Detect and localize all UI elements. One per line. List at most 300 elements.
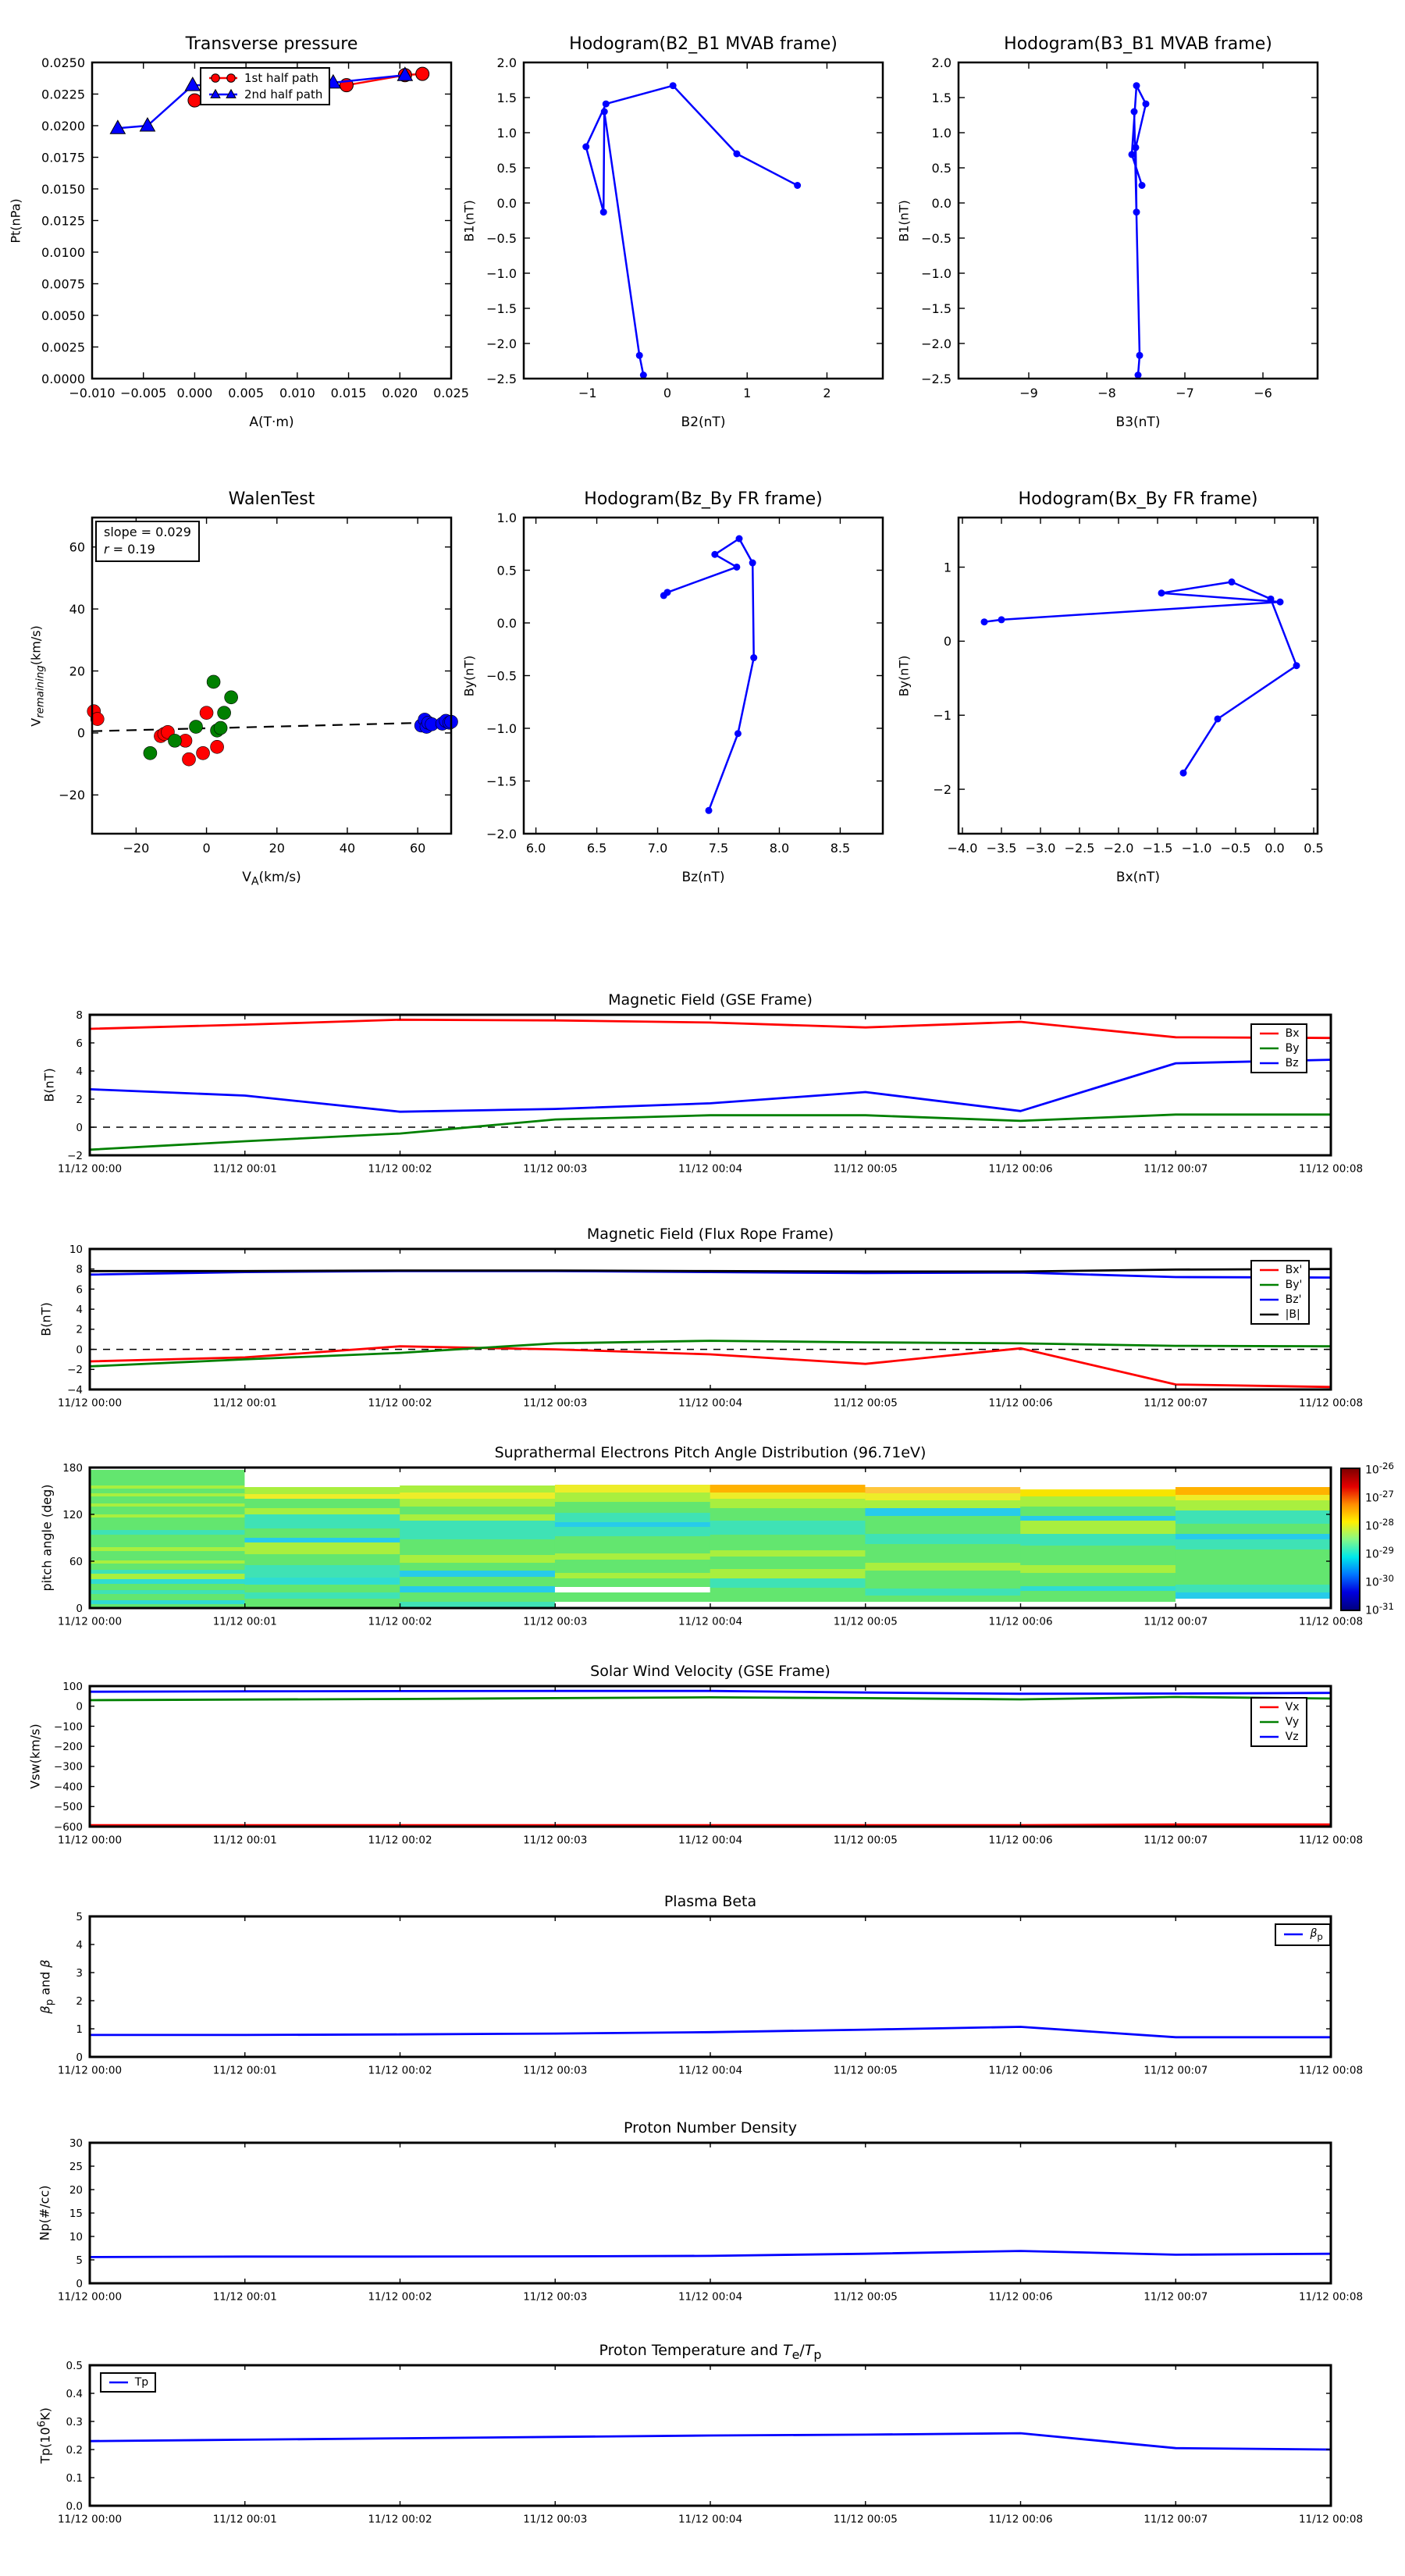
svg-text:20: 20 bbox=[69, 2183, 83, 2197]
mag-fr-legend-item bbox=[1258, 1264, 1303, 1276]
svg-text:40: 40 bbox=[339, 841, 356, 856]
proton-density-y-ticks bbox=[69, 2137, 1331, 2290]
transverse-pressure-xlabel: A(T·m) bbox=[249, 415, 294, 430]
svg-text:11/12 00:01: 11/12 00:01 bbox=[212, 2513, 277, 2526]
walen-test-title: WalenTest bbox=[228, 489, 315, 509]
hodogram-b2b1-xlabel: B2(nT) bbox=[681, 415, 726, 430]
vsw-ylabel: Vsw(km/s) bbox=[27, 1724, 43, 1789]
svg-text:0.0: 0.0 bbox=[1264, 841, 1285, 856]
svg-text:6: 6 bbox=[76, 1037, 83, 1050]
svg-text:0.3: 0.3 bbox=[66, 2415, 83, 2428]
pad-colorbar bbox=[1340, 1468, 1361, 1611]
legend-label: $\beta_p$ bbox=[1310, 1927, 1323, 1942]
plasma-beta-series-beta-p bbox=[90, 2027, 1331, 2037]
svg-text:11/12 00:02: 11/12 00:02 bbox=[368, 2513, 432, 2526]
svg-text:8: 8 bbox=[76, 1263, 83, 1276]
svg-text:0.0: 0.0 bbox=[496, 195, 517, 211]
svg-text:0.1: 0.1 bbox=[66, 2471, 83, 2485]
svg-text:−4: −4 bbox=[67, 1383, 83, 1397]
svg-text:−0.5: −0.5 bbox=[486, 668, 517, 684]
transverse-pressure-legend-item bbox=[208, 71, 322, 85]
mag-fr-y-ticks bbox=[67, 1244, 1331, 1397]
svg-text:4: 4 bbox=[76, 1065, 83, 1078]
hodogram-b3b1-xlabel: B3(nT) bbox=[1115, 415, 1161, 430]
plasma-beta-ylabel: $\beta_p$ and β bbox=[37, 1959, 56, 2014]
pad-colorbar-label: $10^{-31}$ bbox=[1365, 1601, 1394, 1617]
svg-text:11/12 00:06: 11/12 00:06 bbox=[988, 1162, 1053, 1176]
legend-label: Tp bbox=[134, 2376, 149, 2389]
svg-text:−3.5: −3.5 bbox=[986, 841, 1017, 856]
vsw-canvas bbox=[53, 1680, 1364, 1847]
svg-text:11/12 00:04: 11/12 00:04 bbox=[678, 2513, 743, 2526]
panel-proton-temp bbox=[36, 2342, 1364, 2526]
svg-text:11/12 00:03: 11/12 00:03 bbox=[523, 2064, 588, 2077]
mag-fr-legend bbox=[1250, 1260, 1311, 1325]
hodogram-b2b1-ylabel: B1(nT) bbox=[461, 199, 477, 242]
hodogram-b2b1-x-ticks bbox=[578, 62, 831, 400]
svg-text:11/12 00:08: 11/12 00:08 bbox=[1298, 2290, 1364, 2304]
mag-fr-ylabel: B(nT) bbox=[38, 1302, 54, 1336]
panel-hodogram-b3b1 bbox=[896, 34, 1318, 430]
svg-text:11/12 00:00: 11/12 00:00 bbox=[57, 2290, 123, 2304]
walen-test-frame bbox=[92, 518, 451, 834]
svg-text:0.025: 0.025 bbox=[433, 386, 469, 400]
hodogram-b2b1-series-hodogram bbox=[582, 82, 801, 379]
hodogram-bzby-series-hodogram bbox=[660, 535, 757, 814]
svg-text:120: 120 bbox=[62, 1508, 83, 1521]
svg-text:3: 3 bbox=[76, 1966, 83, 1980]
pad-colorbar-label: $10^{-30}$ bbox=[1365, 1573, 1394, 1589]
vsw-x-ticks bbox=[58, 1686, 1363, 1847]
mag-fr-legend-item bbox=[1258, 1308, 1303, 1321]
svg-text:−400: −400 bbox=[53, 1781, 83, 1794]
svg-text:4: 4 bbox=[76, 1304, 83, 1317]
svg-text:11/12 00:02: 11/12 00:02 bbox=[368, 1162, 432, 1176]
svg-text:−200: −200 bbox=[53, 1741, 83, 1754]
svg-text:11/12 00:00: 11/12 00:00 bbox=[57, 2513, 123, 2526]
pad-ylabel: pitch angle (deg) bbox=[39, 1484, 55, 1592]
legend-label: Vy bbox=[1285, 1716, 1300, 1729]
pad-colorbar-label: $10^{-28}$ bbox=[1365, 1517, 1394, 1533]
svg-text:1.0: 1.0 bbox=[496, 125, 517, 141]
proton-temp-x-ticks bbox=[58, 2365, 1363, 2526]
svg-text:60: 60 bbox=[409, 841, 426, 856]
svg-text:11/12 00:05: 11/12 00:05 bbox=[833, 1397, 898, 1410]
svg-text:8: 8 bbox=[76, 1009, 83, 1022]
svg-text:0: 0 bbox=[76, 1343, 83, 1357]
svg-text:−2: −2 bbox=[933, 781, 951, 797]
svg-text:1: 1 bbox=[76, 2023, 83, 2036]
svg-text:11/12 00:08: 11/12 00:08 bbox=[1298, 1834, 1364, 1847]
legend-label: By bbox=[1285, 1041, 1300, 1055]
svg-text:11/12 00:08: 11/12 00:08 bbox=[1298, 2513, 1364, 2526]
vsw-frame bbox=[90, 1686, 1331, 1827]
hodogram-b2b1-y-ticks bbox=[486, 55, 883, 386]
proton-density-frame bbox=[90, 2143, 1331, 2283]
legend-line-swatch bbox=[1258, 1027, 1280, 1040]
svg-text:0.0: 0.0 bbox=[496, 615, 517, 631]
panel-mag-fr bbox=[38, 1226, 1364, 1410]
svg-text:0.015: 0.015 bbox=[330, 386, 367, 400]
svg-text:11/12 00:08: 11/12 00:08 bbox=[1298, 1615, 1364, 1628]
plasma-beta-legend-item bbox=[1282, 1927, 1322, 1942]
mag-gse-x-ticks bbox=[58, 1015, 1363, 1176]
walen-test-ylabel: $V_{remaining}(km/s)$ bbox=[28, 624, 47, 727]
svg-text:11/12 00:01: 11/12 00:01 bbox=[212, 1162, 277, 1176]
svg-text:5: 5 bbox=[76, 2254, 83, 2267]
mag-fr-legend-item bbox=[1258, 1279, 1303, 1291]
svg-text:0: 0 bbox=[943, 634, 951, 649]
svg-text:−0.5: −0.5 bbox=[921, 230, 951, 246]
svg-text:40: 40 bbox=[69, 601, 85, 617]
legend-line-swatch bbox=[1258, 1279, 1280, 1291]
svg-text:11/12 00:06: 11/12 00:06 bbox=[988, 2064, 1053, 2077]
legend-line-swatch bbox=[1258, 1716, 1280, 1728]
svg-text:15: 15 bbox=[69, 2207, 83, 2220]
svg-text:11/12 00:05: 11/12 00:05 bbox=[833, 1162, 898, 1176]
svg-text:11/12 00:05: 11/12 00:05 bbox=[833, 1615, 898, 1628]
panel-walen-test bbox=[28, 489, 451, 888]
svg-text:0: 0 bbox=[202, 841, 211, 856]
svg-text:−1.5: −1.5 bbox=[486, 774, 517, 789]
panel-hodogram-bzby bbox=[461, 489, 883, 885]
pad-heatmap bbox=[90, 1468, 1332, 1609]
svg-text:−8: −8 bbox=[1097, 386, 1116, 400]
svg-text:1.0: 1.0 bbox=[931, 125, 951, 141]
svg-text:60: 60 bbox=[69, 1555, 83, 1568]
svg-text:11/12 00:04: 11/12 00:04 bbox=[678, 1834, 743, 1847]
svg-text:11/12 00:04: 11/12 00:04 bbox=[678, 2290, 743, 2304]
mag-gse-legend-item bbox=[1258, 1042, 1300, 1055]
svg-text:11/12 00:03: 11/12 00:03 bbox=[523, 2290, 588, 2304]
svg-text:10: 10 bbox=[69, 1243, 83, 1256]
svg-text:2: 2 bbox=[76, 1323, 83, 1336]
vsw-legend-item bbox=[1258, 1716, 1300, 1728]
hodogram-b3b1-canvas bbox=[921, 55, 1318, 400]
pad-title: Suprathermal Electrons Pitch Angle Distribution (96.71eV) bbox=[494, 1444, 927, 1461]
proton-density-series-Np bbox=[90, 2251, 1331, 2258]
svg-text:11/12 00:07: 11/12 00:07 bbox=[1144, 2290, 1208, 2304]
transverse-pressure-title: Transverse pressure bbox=[185, 34, 358, 54]
svg-text:11/12 00:05: 11/12 00:05 bbox=[833, 2290, 898, 2304]
svg-text:8.0: 8.0 bbox=[769, 841, 790, 856]
hodogram-b3b1-x-ticks bbox=[1019, 62, 1272, 400]
svg-text:11/12 00:01: 11/12 00:01 bbox=[212, 2064, 277, 2077]
svg-text:11/12 00:03: 11/12 00:03 bbox=[523, 2513, 588, 2526]
walen-test-series-fit-line bbox=[92, 722, 451, 731]
svg-text:−100: −100 bbox=[53, 1720, 83, 1734]
legend-line-swatch bbox=[208, 88, 239, 101]
svg-text:2: 2 bbox=[76, 1994, 83, 2008]
mag-fr-title: Magnetic Field (Flux Rope Frame) bbox=[586, 1226, 834, 1243]
mag-gse-legend bbox=[1250, 1023, 1307, 1073]
svg-text:2.0: 2.0 bbox=[496, 55, 517, 70]
svg-text:−2.5: −2.5 bbox=[486, 371, 517, 386]
svg-text:11/12 00:00: 11/12 00:00 bbox=[57, 1162, 123, 1176]
legend-line-swatch bbox=[208, 72, 239, 84]
mag-gse-canvas bbox=[57, 1009, 1364, 1176]
svg-text:11/12 00:06: 11/12 00:06 bbox=[988, 1834, 1053, 1847]
svg-text:6.5: 6.5 bbox=[586, 841, 607, 856]
hodogram-bxby-ylabel: By(nT) bbox=[896, 655, 912, 696]
svg-text:−1.0: −1.0 bbox=[486, 720, 517, 736]
svg-text:11/12 00:02: 11/12 00:02 bbox=[368, 1397, 432, 1410]
walen-test-x-ticks bbox=[123, 518, 425, 856]
svg-text:−1: −1 bbox=[933, 708, 951, 724]
svg-text:11/12 00:06: 11/12 00:06 bbox=[988, 1615, 1053, 1628]
svg-text:11/12 00:00: 11/12 00:00 bbox=[57, 2064, 123, 2077]
legend-line-swatch bbox=[108, 2376, 130, 2389]
svg-text:−1.5: −1.5 bbox=[486, 301, 517, 316]
mag-gse-series-Bx bbox=[90, 1019, 1331, 1037]
svg-text:6: 6 bbox=[76, 1283, 83, 1297]
panel-proton-density bbox=[37, 2119, 1364, 2304]
svg-text:5: 5 bbox=[76, 1910, 83, 1923]
vsw-y-ticks bbox=[54, 1681, 1331, 1834]
svg-text:25: 25 bbox=[69, 2160, 83, 2173]
hodogram-bxby-title: Hodogram(Bx_By FR frame) bbox=[1018, 489, 1258, 509]
svg-text:11/12 00:03: 11/12 00:03 bbox=[523, 1397, 588, 1410]
svg-text:0.0025: 0.0025 bbox=[41, 340, 85, 355]
svg-text:11/12 00:07: 11/12 00:07 bbox=[1144, 2513, 1208, 2526]
transverse-pressure-legend bbox=[200, 67, 330, 105]
svg-text:11/12 00:03: 11/12 00:03 bbox=[523, 1615, 588, 1628]
panel-vsw bbox=[27, 1663, 1364, 1847]
svg-text:20: 20 bbox=[269, 841, 285, 856]
svg-text:0.0175: 0.0175 bbox=[41, 150, 85, 165]
svg-text:0: 0 bbox=[76, 2051, 83, 2064]
svg-text:−0.010: −0.010 bbox=[69, 386, 116, 400]
svg-text:0.0150: 0.0150 bbox=[41, 181, 85, 197]
pad-canvas bbox=[57, 1461, 1364, 1628]
legend-label: 1st half path bbox=[244, 71, 319, 86]
svg-text:0.0: 0.0 bbox=[66, 2500, 83, 2513]
mag-gse-legend-item bbox=[1258, 1057, 1300, 1069]
svg-text:11/12 00:01: 11/12 00:01 bbox=[212, 1615, 277, 1628]
hodogram-b3b1-title: Hodogram(B3_B1 MVAB frame) bbox=[1004, 34, 1272, 54]
mag-gse-y-ticks bbox=[67, 1009, 1331, 1162]
svg-text:0.0075: 0.0075 bbox=[41, 276, 85, 292]
mag-gse-series-Bz bbox=[90, 1060, 1331, 1112]
hodogram-bzby-frame bbox=[524, 518, 883, 834]
hodogram-bzby-xlabel: Bz(nT) bbox=[681, 870, 725, 885]
svg-text:11/12 00:04: 11/12 00:04 bbox=[678, 1615, 743, 1628]
proton-temp-canvas bbox=[57, 2359, 1364, 2526]
panel-plasma-beta bbox=[37, 1893, 1364, 2077]
svg-text:0.005: 0.005 bbox=[228, 386, 265, 400]
svg-text:11/12 00:05: 11/12 00:05 bbox=[833, 2513, 898, 2526]
legend-line-swatch bbox=[1258, 1264, 1280, 1276]
svg-text:−1.0: −1.0 bbox=[1181, 841, 1212, 856]
legend-label: 2nd half path bbox=[244, 87, 323, 102]
legend-line-swatch bbox=[1258, 1042, 1280, 1055]
svg-text:11/12 00:07: 11/12 00:07 bbox=[1144, 1834, 1208, 1847]
svg-text:11/12 00:00: 11/12 00:00 bbox=[57, 1615, 123, 1628]
mag-fr-series-Bx' bbox=[90, 1347, 1331, 1387]
legend-label: By' bbox=[1285, 1279, 1303, 1292]
hodogram-bzby-y-ticks bbox=[486, 511, 883, 841]
mag-fr-legend-item bbox=[1258, 1293, 1303, 1306]
mag-fr-series-|B| bbox=[90, 1269, 1331, 1272]
svg-text:1.5: 1.5 bbox=[931, 90, 951, 105]
plasma-beta-title: Plasma Beta bbox=[663, 1893, 757, 1910]
legend-label: Vx bbox=[1285, 1701, 1300, 1714]
legend-label: Bz' bbox=[1285, 1293, 1302, 1307]
hodogram-bzby-x-ticks bbox=[526, 518, 850, 856]
svg-text:11/12 00:07: 11/12 00:07 bbox=[1144, 1615, 1208, 1628]
svg-text:0.0050: 0.0050 bbox=[41, 308, 85, 323]
svg-text:11/12 00:02: 11/12 00:02 bbox=[368, 2290, 432, 2304]
svg-text:0.4: 0.4 bbox=[66, 2387, 83, 2400]
svg-text:100: 100 bbox=[62, 1680, 83, 1693]
proton-temp-series-Tp bbox=[90, 2433, 1331, 2450]
pad-colorbar-label: $10^{-27}$ bbox=[1365, 1489, 1394, 1505]
svg-text:−1.0: −1.0 bbox=[486, 265, 517, 281]
svg-text:−2.0: −2.0 bbox=[921, 336, 951, 351]
svg-text:0.0200: 0.0200 bbox=[41, 118, 85, 133]
svg-text:8.5: 8.5 bbox=[830, 841, 851, 856]
svg-text:0: 0 bbox=[76, 1121, 83, 1134]
svg-text:2: 2 bbox=[76, 1093, 83, 1106]
hodogram-bzby-title: Hodogram(Bz_By FR frame) bbox=[584, 489, 823, 509]
svg-text:0.5: 0.5 bbox=[1304, 841, 1324, 856]
svg-text:11/12 00:04: 11/12 00:04 bbox=[678, 2064, 743, 2077]
svg-text:11/12 00:07: 11/12 00:07 bbox=[1144, 2064, 1208, 2077]
svg-text:1: 1 bbox=[943, 560, 951, 575]
plasma-beta-y-ticks bbox=[76, 1911, 1331, 2064]
walen-test-annotation: slope = 0.029 r = 0.19 bbox=[95, 521, 200, 562]
svg-text:60: 60 bbox=[69, 539, 85, 555]
svg-text:7.0: 7.0 bbox=[647, 841, 668, 856]
svg-text:11/12 00:01: 11/12 00:01 bbox=[212, 1397, 277, 1410]
hodogram-b2b1-title: Hodogram(B2_B1 MVAB frame) bbox=[569, 34, 838, 54]
svg-text:−2.0: −2.0 bbox=[486, 336, 517, 351]
hodogram-bzby-ylabel: By(nT) bbox=[461, 655, 477, 696]
legend-label: Bx bbox=[1285, 1026, 1300, 1040]
svg-text:−20: −20 bbox=[59, 788, 85, 803]
hodogram-b3b1-frame bbox=[959, 62, 1318, 379]
svg-text:11/12 00:07: 11/12 00:07 bbox=[1144, 1397, 1208, 1410]
transverse-pressure-legend-item bbox=[208, 87, 322, 101]
svg-text:0: 0 bbox=[663, 386, 672, 400]
svg-text:−1.5: −1.5 bbox=[1142, 841, 1173, 856]
legend-line-swatch bbox=[1258, 1293, 1280, 1306]
hodogram-bxby-frame bbox=[959, 518, 1318, 834]
hodogram-b2b1-frame bbox=[524, 62, 883, 379]
svg-text:11/12 00:04: 11/12 00:04 bbox=[678, 1162, 743, 1176]
proton-density-ylabel: Np(#/cc) bbox=[37, 2185, 52, 2241]
transverse-pressure-x-ticks bbox=[69, 62, 469, 400]
svg-text:−3.0: −3.0 bbox=[1025, 841, 1056, 856]
hodogram-bzby-canvas bbox=[486, 510, 883, 856]
svg-text:4: 4 bbox=[76, 1938, 83, 1952]
svg-text:0.0000: 0.0000 bbox=[41, 371, 85, 386]
svg-text:−600: −600 bbox=[53, 1820, 83, 1834]
svg-text:11/12 00:06: 11/12 00:06 bbox=[988, 2513, 1053, 2526]
svg-text:−1.5: −1.5 bbox=[921, 301, 951, 316]
panel-hodogram-bxby bbox=[896, 489, 1324, 885]
panel-mag-gse bbox=[41, 991, 1364, 1176]
svg-text:0: 0 bbox=[76, 1602, 83, 1615]
svg-text:−4.0: −4.0 bbox=[947, 841, 978, 856]
plasma-beta-x-ticks bbox=[58, 1916, 1363, 2077]
panel-pad bbox=[39, 1444, 1394, 1628]
svg-text:11/12 00:03: 11/12 00:03 bbox=[523, 1834, 588, 1847]
svg-text:11/12 00:06: 11/12 00:06 bbox=[988, 2290, 1053, 2304]
vsw-legend-item bbox=[1258, 1731, 1300, 1743]
svg-text:0.5: 0.5 bbox=[66, 2359, 83, 2372]
legend-line-swatch bbox=[1282, 1928, 1304, 1941]
mag-gse-series-By bbox=[90, 1115, 1331, 1150]
svg-text:−0.005: −0.005 bbox=[120, 386, 167, 400]
mag-gse-legend-item bbox=[1258, 1027, 1300, 1040]
svg-text:11/12 00:08: 11/12 00:08 bbox=[1298, 1162, 1364, 1176]
svg-text:−2: −2 bbox=[67, 1149, 83, 1162]
plasma-beta-canvas bbox=[57, 1910, 1364, 2077]
panel-hodogram-b2b1 bbox=[461, 34, 883, 430]
mag-gse-ylabel: B(nT) bbox=[41, 1068, 57, 1102]
svg-text:−2.0: −2.0 bbox=[486, 826, 517, 841]
legend-label: Vz bbox=[1285, 1731, 1299, 1744]
svg-text:11/12 00:02: 11/12 00:02 bbox=[368, 2064, 432, 2077]
svg-text:−0.5: −0.5 bbox=[486, 230, 517, 246]
mag-gse-title: Magnetic Field (GSE Frame) bbox=[608, 991, 813, 1009]
svg-text:180: 180 bbox=[62, 1461, 83, 1475]
svg-text:0.5: 0.5 bbox=[931, 160, 951, 176]
svg-text:0.2: 0.2 bbox=[66, 2443, 83, 2457]
proton-density-x-ticks bbox=[58, 2143, 1363, 2304]
svg-text:7.5: 7.5 bbox=[708, 841, 729, 856]
proton-temp-legend bbox=[100, 2372, 156, 2393]
svg-text:−6: −6 bbox=[1254, 386, 1272, 400]
svg-text:−7: −7 bbox=[1176, 386, 1194, 400]
walen-test-y-ticks bbox=[59, 539, 451, 802]
hodogram-b3b1-y-ticks bbox=[921, 55, 1318, 386]
svg-text:0.0100: 0.0100 bbox=[41, 244, 85, 260]
svg-text:11/12 00:06: 11/12 00:06 bbox=[988, 1397, 1053, 1410]
svg-text:0.0225: 0.0225 bbox=[41, 87, 85, 102]
svg-text:0.0125: 0.0125 bbox=[41, 213, 85, 229]
svg-text:−1: −1 bbox=[578, 386, 597, 400]
svg-text:−2.0: −2.0 bbox=[1103, 841, 1134, 856]
legend-line-swatch bbox=[1258, 1057, 1280, 1069]
pad-colorbar-label: $10^{-29}$ bbox=[1365, 1545, 1394, 1561]
svg-text:0.5: 0.5 bbox=[496, 160, 517, 176]
legend-line-swatch bbox=[1258, 1701, 1280, 1713]
svg-text:11/12 00:02: 11/12 00:02 bbox=[368, 1615, 432, 1628]
svg-text:11/12 00:08: 11/12 00:08 bbox=[1298, 1397, 1364, 1410]
vsw-title: Solar Wind Velocity (GSE Frame) bbox=[590, 1663, 831, 1680]
svg-text:1.5: 1.5 bbox=[496, 90, 517, 105]
svg-text:11/12 00:08: 11/12 00:08 bbox=[1298, 2064, 1364, 2077]
svg-text:0.0250: 0.0250 bbox=[41, 55, 85, 70]
transverse-pressure-ylabel: Pt(nPa) bbox=[8, 197, 23, 244]
proton-temp-legend-item bbox=[108, 2376, 148, 2389]
hodogram-bxby-xlabel: Bx(nT) bbox=[1115, 870, 1161, 885]
vsw-legend bbox=[1250, 1697, 1307, 1747]
svg-text:20: 20 bbox=[69, 664, 85, 679]
svg-text:6.0: 6.0 bbox=[525, 841, 546, 856]
mag-gse-frame bbox=[90, 1015, 1331, 1155]
svg-text:−1.0: −1.0 bbox=[921, 265, 951, 281]
hodogram-b3b1-series-hodogram bbox=[1129, 82, 1150, 379]
svg-text:−300: −300 bbox=[53, 1760, 83, 1774]
svg-text:0: 0 bbox=[76, 2277, 83, 2290]
svg-text:−9: −9 bbox=[1019, 386, 1038, 400]
vsw-series-Vy bbox=[90, 1697, 1331, 1700]
svg-text:2.0: 2.0 bbox=[931, 55, 951, 70]
mag-fr-canvas bbox=[57, 1243, 1364, 1410]
